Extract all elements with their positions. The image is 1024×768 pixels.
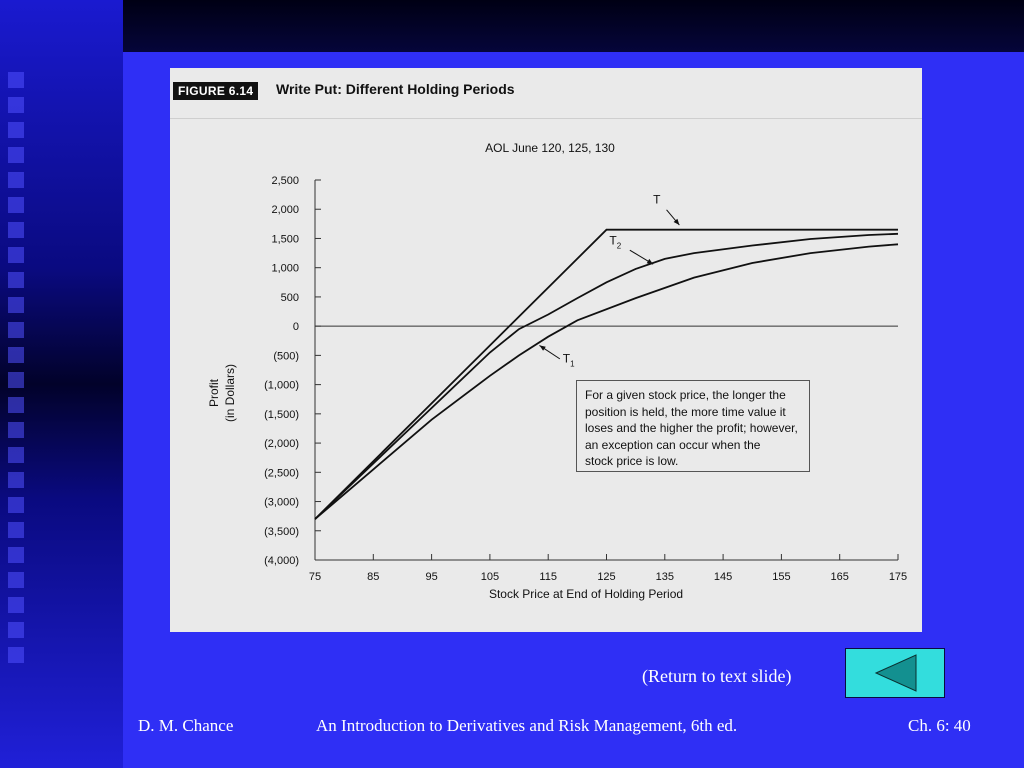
- footer-author: D. M. Chance: [138, 716, 234, 735]
- x-axis-label: Stock Price at End of Holding Period: [488, 587, 684, 601]
- decor-square: [8, 472, 24, 488]
- series-line-t: [315, 230, 898, 519]
- annotation-box: [576, 380, 810, 472]
- decor-square: [8, 547, 24, 563]
- decor-square: [8, 347, 24, 363]
- y-axis-label-line1: Profit: [207, 378, 221, 408]
- decor-square: [8, 122, 24, 138]
- decor-square: [8, 597, 24, 613]
- chart-area: [170, 68, 922, 632]
- decor-square: [8, 197, 24, 213]
- x-tick-label: 85: [367, 571, 380, 583]
- x-tick-label: 75: [308, 571, 322, 583]
- curve-label: $T_1$: [562, 351, 575, 369]
- y-tick-label: 2,500: [271, 175, 299, 187]
- y-tick-label: 500: [280, 291, 299, 304]
- decor-square: [8, 172, 24, 188]
- curve-label-subscript: 1: [570, 359, 575, 369]
- back-arrow-icon: [846, 649, 944, 697]
- decor-square: [8, 372, 24, 388]
- left-decorative-band: [0, 0, 123, 768]
- top-dark-band: [123, 0, 1024, 52]
- figure-number: FIGURE 6.14: [173, 82, 258, 100]
- y-axis-label-group: [207, 364, 237, 422]
- y-axis: [264, 175, 321, 567]
- series-group: [315, 230, 898, 519]
- y-tick-label: 0: [292, 321, 299, 334]
- x-tick-label: 95: [425, 571, 438, 583]
- y-tick-label: (3,000): [264, 496, 299, 509]
- chart-title: AOL June 120, 125, 130: [485, 141, 615, 155]
- y-tick-label: (4,000): [264, 555, 299, 567]
- decor-square: [8, 422, 24, 438]
- y-tick-label: (500): [273, 350, 299, 363]
- decor-square: [8, 622, 24, 638]
- curve-label: $T_2$: [609, 233, 622, 251]
- y-tick-label: 1,500: [271, 233, 299, 246]
- decor-square: [8, 522, 24, 538]
- return-link-label[interactable]: (Return to text slide): [642, 666, 792, 686]
- annotation-line: For a given stock price, the longer the: [585, 388, 786, 402]
- annotation-line: stock price is low.: [585, 454, 679, 468]
- decor-square: [8, 97, 24, 113]
- x-tick-label: 125: [597, 571, 616, 583]
- x-axis: [309, 554, 907, 583]
- decor-square: [8, 297, 24, 313]
- y-tick-label: (3,500): [264, 525, 299, 538]
- x-tick-label: 105: [480, 571, 500, 583]
- decor-square: [8, 397, 24, 413]
- decor-square: [8, 497, 24, 513]
- x-tick-label: 145: [713, 571, 733, 583]
- annotation-line: an exception can occur when the: [585, 437, 761, 452]
- y-tick-label: 1,000: [271, 262, 299, 275]
- x-tick-label: 135: [655, 571, 674, 583]
- decor-square: [8, 72, 24, 88]
- y-tick-label: (2,000): [264, 438, 299, 451]
- decor-square: [8, 322, 24, 338]
- x-tick-label: 175: [888, 571, 908, 583]
- y-tick-label: 2,000: [271, 204, 299, 217]
- x-tick-label: 115: [539, 571, 557, 583]
- series-line-t2: [315, 234, 898, 519]
- figure-title: Write Put: Different Holding Periods: [276, 81, 515, 97]
- decor-square: [8, 572, 24, 588]
- curve-pointer-arrowhead: [540, 345, 546, 350]
- y-axis-label-line2: (in Dollars): [223, 363, 237, 423]
- decor-square: [8, 147, 24, 163]
- decor-square: [8, 647, 24, 663]
- x-tick-label: 155: [772, 571, 791, 583]
- decor-square: [8, 222, 24, 238]
- annotation-line: loses and the higher the profit; however,: [585, 421, 798, 435]
- footer-book-title: An Introduction to Derivatives and Risk Management, 6th ed.: [316, 716, 738, 735]
- y-tick-label: (1,000): [264, 379, 299, 392]
- return-button[interactable]: [845, 648, 945, 698]
- curve-label: T: [653, 192, 661, 207]
- curve-pointer-arrowhead: [647, 259, 653, 264]
- figure-panel: [170, 68, 922, 632]
- decor-square: [8, 247, 24, 263]
- decor-square: [8, 272, 24, 288]
- y-tick-label: (2,500): [264, 467, 299, 480]
- decor-square: [8, 447, 24, 463]
- x-tick-label: 165: [830, 571, 849, 583]
- y-tick-label: (1,500): [264, 408, 299, 421]
- annotation-line: position is held, the more time value it: [585, 404, 786, 419]
- footer-page: Ch. 6: 40: [908, 716, 971, 735]
- curve-label-subscript: 2: [616, 241, 622, 251]
